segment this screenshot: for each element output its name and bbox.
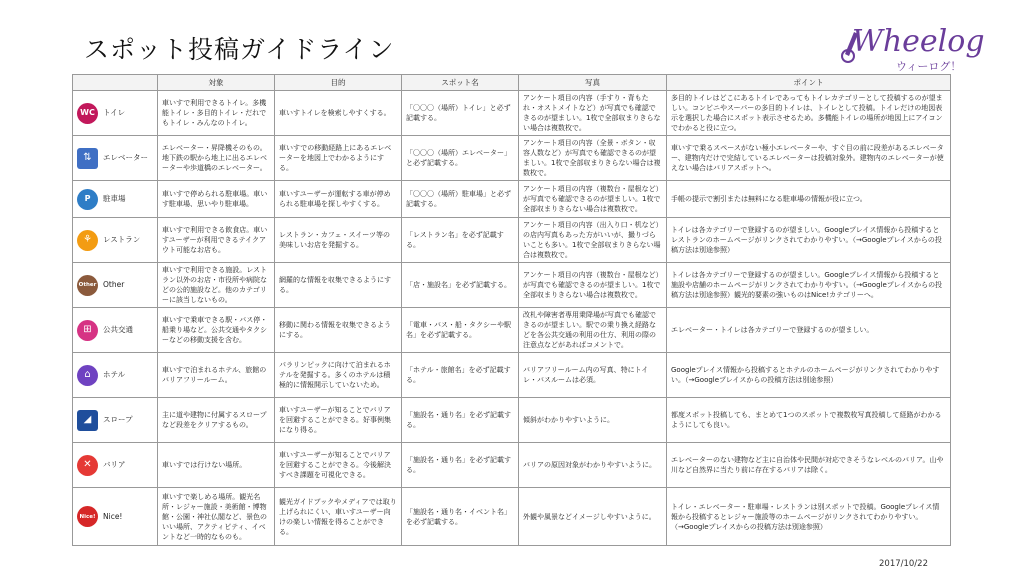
- spot-name-cell: 「電車・バス・船・タクシーや駅名」を必ず記載する。: [402, 308, 519, 353]
- category-cell: [73, 181, 158, 218]
- category-cell: [73, 443, 158, 488]
- nice-icon: [77, 506, 98, 527]
- category-cell: [73, 308, 158, 353]
- spot-name-cell: 「施設名・通り名・イベント名」を必ず記載する。: [402, 488, 519, 546]
- category-cell: [73, 91, 158, 136]
- table-row: [73, 443, 951, 488]
- wc-icon: [77, 103, 98, 124]
- photo-cell: バリアフリールーム内の写真、特にトイレ・バスルームは必須。: [519, 353, 667, 398]
- elevator-icon: [77, 148, 98, 169]
- spot-name-cell: 「〇〇〇（場所）トイレ」と必ず記載する。: [402, 91, 519, 136]
- purpose-cell: パラリンピックに向けて泊まれるホテルを発掘する。多くのホテルは積極的に情報開示していないため。: [275, 353, 402, 398]
- point-cell: エレベーターのない建物など主に自治体や民間が対応できそうなレベルのバリア。山や川など自然界に当たり前に存在するバリアは除く。: [667, 443, 951, 488]
- header-target: 対象: [158, 75, 275, 91]
- purpose-cell: 車いすユーザーが知ることでバリアを回避することができる。好事例集になり得る。: [275, 398, 402, 443]
- target-cell: 車いすで停められる駐車場。車いす駐車場、思いやり駐車場。: [158, 181, 275, 218]
- other-icon: [77, 275, 98, 296]
- target-cell: 車いすで利用できる施設。レストラン以外のお店・市役所や病院などの公的施設など。他のカテゴリーに該当しないもの。: [158, 263, 275, 308]
- category-cell: [73, 263, 158, 308]
- icon-text: Nice!: [79, 513, 96, 520]
- table-row: [73, 353, 951, 398]
- logo-sub: ウィーログ！: [896, 60, 962, 73]
- photo-cell: アンケート項目の内容（全景・ボタン・収容人数など）が写真でも確認できるのが望ましい。1枚で全部収まりきらない場合は複数枚で。: [519, 136, 667, 181]
- category-label: エレベーター: [103, 153, 148, 162]
- photo-cell: 外観や風景などイメージしやすいように。: [519, 488, 667, 546]
- point-cell: 多目的トイレはどこにあるトイレであってもトイレカテゴリーとして投稿するのが望ましい。コンビニやスーパーの多目的トイレは、トイレとして投稿。トイレだけの地図表示を選択した場合にスポット表示させるため。多機能トイレの場所が地図上にアイコンでわかると役に立つ。: [667, 91, 951, 136]
- table-row: [73, 263, 951, 308]
- icon-text: WC: [80, 108, 95, 117]
- purpose-cell: レストラン・カフェ・スイーツ等の美味しいお店を発掘する。: [275, 218, 402, 263]
- table-row: [73, 308, 951, 353]
- point-cell: エレベーター・トイレは各カテゴリーで登録するのが望ましい。: [667, 308, 951, 353]
- target-cell: エレベーター・昇降機そのもの。地下鉄の駅から地上に出るエレベーターや歩道橋のエレベーター。: [158, 136, 275, 181]
- icon-glyph: ⚘: [83, 234, 92, 245]
- photo-cell: アンケート項目の内容（複数台・屋根など）が写真でも確認できるのが望ましい。1枚で全部収まりきらない場合は複数枚で。: [519, 263, 667, 308]
- photo-cell: 傾斜がわかりやすいように。: [519, 398, 667, 443]
- barrier-icon: [77, 455, 98, 476]
- header-photo: 写真: [519, 75, 667, 91]
- table-row: [73, 398, 951, 443]
- point-cell: Googleプレイス情報から投稿するとホテルのホームページがリンクされてわかりやすい。（→Googleプレイスからの投稿方法は別途参照）: [667, 353, 951, 398]
- category-label: Nice!: [103, 511, 123, 521]
- target-cell: 車いすで楽しめる場所。観光名所・レジャー施設・美術館・博物館・公園・神社仏閣など、景色のいい場所、アクティビティ、イベントなど一時的なものも。: [158, 488, 275, 546]
- slope-icon: [77, 410, 98, 431]
- category-cell: [73, 398, 158, 443]
- category-cell: [73, 488, 158, 546]
- purpose-cell: 観光ガイドブックやメディアでは取り上げられにくい、車いすユーザー向けの楽しい情報を得ることができる。: [275, 488, 402, 546]
- table-row: [73, 91, 951, 136]
- spot-name-cell: 「施設名・通り名」を必ず記載する。: [402, 398, 519, 443]
- restaurant-icon: [77, 230, 98, 251]
- target-cell: 車いすで利用できる飲食店。車いすユーザーが利用できるテイクアウト可能なお店も。: [158, 218, 275, 263]
- category-label: ホテル: [103, 370, 126, 379]
- icon-text: P: [84, 194, 91, 203]
- icon-glyph: ⌂: [84, 369, 91, 380]
- icon-glyph: ✕: [83, 459, 92, 470]
- table-row: [73, 218, 951, 263]
- page-title: スポット投稿ガイドライン: [84, 35, 395, 64]
- category-label: Other: [103, 280, 125, 289]
- photo-cell: アンケート項目の内容（複数台・屋根など）が写真でも確認できるのが望ましい。1枚で全部収まりきらない場合は複数枚で。: [519, 181, 667, 218]
- table-row: [73, 488, 951, 546]
- target-cell: 車いすで乗車できる駅・バス停・船乗り場など。公共交通やタクシーなどの移動支援を含む。: [158, 308, 275, 353]
- icon-glyph: ⇅: [83, 152, 92, 163]
- purpose-cell: 車いすでの移動経路上にあるエレベーターを地図上でわかるようにする。: [275, 136, 402, 181]
- purpose-cell: 車いすユーザーが運転する車が停められる駐車場を探しやすくする。: [275, 181, 402, 218]
- point-cell: 都度スポット投稿しても、まとめて1つのスポットで複数枚写真投稿して経路がわかるようにしても良い。: [667, 398, 951, 443]
- photo-cell: バリアの原因対象がわかりやすいように。: [519, 443, 667, 488]
- target-cell: 車いすで泊まれるホテル、旅館のバリアフリールーム。: [158, 353, 275, 398]
- logo-brand: Wheelog: [852, 24, 985, 59]
- icon-text: Other: [78, 282, 97, 288]
- spot-name-cell: 「〇〇〇（場所）エレベーター」と必ず記載する。: [402, 136, 519, 181]
- photo-cell: アンケート項目の内容（出入り口・机など）の店内写真もあった方がいいが、撮りづらいことも多い。1枚で全部収まりきらない場合は複数枚で。: [519, 218, 667, 263]
- purpose-cell: 網羅的な情報を収集できるようにする。: [275, 263, 402, 308]
- guideline-table: [72, 74, 951, 546]
- icon-glyph: ⊞: [83, 324, 92, 335]
- date: 2017/10/22: [879, 559, 928, 569]
- category-cell: [73, 218, 158, 263]
- header-category: [73, 75, 158, 91]
- point-cell: 車いすで乗るスペースがない極小エレベーターや、すぐ目の前に段差があるエレベーター、建物内だけで完結しているエレベーターは投稿対象外。建物内のエレベーターが使えない場合はバリアスポットへ。: [667, 136, 951, 181]
- spot-name-cell: 「ホテル・旅館名」を必ず記載する。: [402, 353, 519, 398]
- photo-cell: アンケート項目の内容（手すり・背もたれ・オストメイトなど）が写真でも確認できるのが望ましい。1枚で全部収まりきらない場合は複数枚で。: [519, 91, 667, 136]
- category-label: レストラン: [103, 235, 141, 244]
- target-cell: 車いすでは行けない場所。: [158, 443, 275, 488]
- point-cell: トイレは各カテゴリーで登録するのが望ましい。Googleプレイス情報から投稿すると施設や店舗のホームページがリンクされてわかりやすい。（→Googleプレイスからの投稿方法は別途参照）観光的要素の強いものはNice!カテゴリーへ。: [667, 263, 951, 308]
- category-label: スロープ: [103, 415, 133, 424]
- table-row: [73, 181, 951, 218]
- parking-icon: [77, 189, 98, 210]
- category-label: 駐車場: [103, 194, 126, 203]
- header-spot-name: スポット名: [402, 75, 519, 91]
- category-label: トイレ: [103, 108, 126, 117]
- table-row: [73, 136, 951, 181]
- header-point: ポイント: [667, 75, 951, 91]
- spot-name-cell: 「店・施設名」を必ず記載する。: [402, 263, 519, 308]
- photo-cell: 改札や障害者専用乗降場が写真でも確認できるのが望ましい。駅での乗り換え経路などを各公共交通の利用の仕方、利用の際の注意点などがあればコメントで。: [519, 308, 667, 353]
- category-cell: [73, 136, 158, 181]
- point-cell: トイレは各カテゴリーで登録するのが望ましい。Googleプレイス情報から投稿するとレストランのホームページがリンクされてわかりやすい。（→Googleプレイスからの投稿方法は別途参照）: [667, 218, 951, 263]
- target-cell: 主に道や建物に付属するスロープなど段差をクリアするもの。: [158, 398, 275, 443]
- category-cell: [73, 353, 158, 398]
- icon-glyph: ◢: [83, 414, 92, 425]
- spot-name-cell: 「施設名・通り名」を必ず記載する。: [402, 443, 519, 488]
- header-purpose: 目的: [275, 75, 402, 91]
- purpose-cell: 車いすユーザーが知ることでバリアを回避することができる。今後解決すべき課題を可視化できる。: [275, 443, 402, 488]
- purpose-cell: 車いすトイレを検索しやすくする。: [275, 91, 402, 136]
- target-cell: 車いすで利用できるトイレ。多機能トイレ・多目的トイレ・だれでもトイレ・みんなのトイレ。: [158, 91, 275, 136]
- point-cell: 手帳の提示で割引または無料になる駐車場の情報が役に立つ。: [667, 181, 951, 218]
- purpose-cell: 移動に関わる情報を収集できるようにする。: [275, 308, 402, 353]
- point-cell: トイレ・エレベーター・駐車場・レストランは別スポットで投稿。Googleプレイス情報から投稿するとレジャー施設等のホームページがリンクされてわかりやすい。（→Googleプレイスからの投稿方法は別途参照）: [667, 488, 951, 546]
- category-label: バリア: [103, 460, 126, 469]
- transit-icon: [77, 320, 98, 341]
- spot-name-cell: 「レストラン名」を必ず記載する。: [402, 218, 519, 263]
- spot-name-cell: 「〇〇〇（場所）駐車場」と必ず記載する。: [402, 181, 519, 218]
- logo: [840, 24, 985, 74]
- table-header-row: [73, 75, 951, 91]
- hotel-icon: [77, 365, 98, 386]
- category-label: 公共交通: [103, 325, 133, 334]
